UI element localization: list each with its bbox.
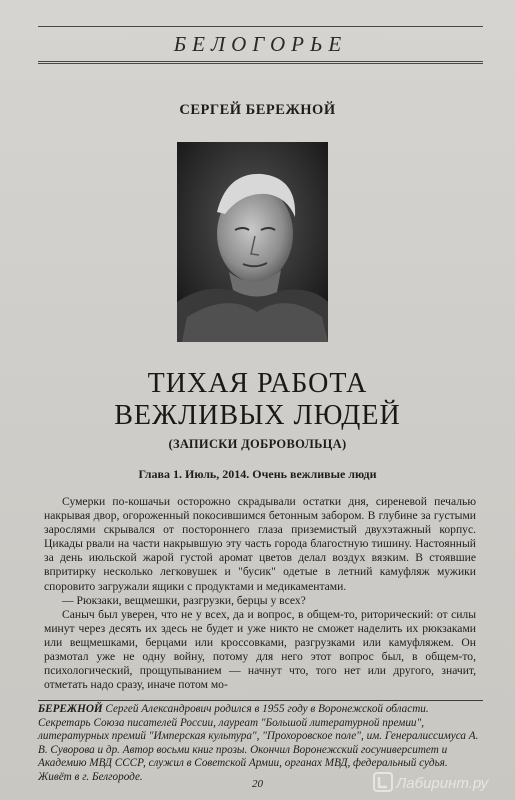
page-number: 20: [252, 778, 263, 790]
article-title-line-1: ТИХАЯ РАБОТА: [147, 368, 368, 399]
body-text: [44, 495, 476, 692]
article-title: [0, 368, 515, 432]
bio-text: Сергей Александрович родился в 1955 году в Воронежской области. Секретарь Союза писателей России, лауреат "Большой литературной премии", литературных премий "Имперская культура", "Прохоровское поле", им. Генералиссимуса А. В. Суворова и др. Автор восьми книг прозы. Окончил Воронежский госуниверситет и Академию МВД СССР, служил в Советской Армии, органах МВД, федеральный судья. Живёт в г. Белгороде.: [38, 703, 479, 783]
header-title: БЕЛОГОРЬЕ: [173, 31, 348, 56]
watermark-text: Лабиринт.ру: [396, 775, 489, 792]
author-portrait-icon: [177, 142, 328, 342]
author-heading: СЕРГЕЙ БЕРЕЖНОЙ: [179, 102, 336, 118]
running-header: [38, 26, 483, 64]
labirint-logo-icon: [372, 770, 512, 794]
footnote-divider: [38, 700, 483, 701]
chapter-heading: Глава 1. Июль, 2014. Очень вежливые люди: [138, 467, 377, 481]
author-photo: [177, 142, 328, 342]
paragraph: Саныч был уверен, что не у всех, да и вопрос, в общем-то, риторический: от силы минут через десять их здесь не будет и уже никто не сможет наделить их рюкзаками или вещмешками, берцами или кроссовками, разгрузками или камуфляжем. Он размотал уже не одну войну, потому для него этот вопрос был, в общем-то, психологический, прощупыванием — начнут что, того нет или другого, значит, отметать надо сразу, иначе потом мо-: [44, 607, 476, 692]
paragraph: — Рюкзаки, вещмешки, разгрузки, берцы у всех?: [62, 593, 306, 607]
article-subtitle: (ЗАПИСКИ ДОБРОВОЛЬЦА): [168, 437, 347, 451]
article-title-line-2: ВЕЖЛИВЫХ ЛЮДЕЙ: [114, 400, 401, 431]
paragraph: Сумерки по-кошачьи осторожно скрадывали остатки дня, сиреневой печалью накрывая двор, огороженный покосившимся бетонным забором. В глубине за густыми зарослями скрывался от постороннего глаза приземистый двухэтажный корпус. Цикады рвали на части накрывшую эту часть города благостную тишину. Настоянный за день июльской жарой густой аромат цветов делал воздух вязким. В стоявшие впритирку несколько легковушек и "бусик" одетые в летний камуфляж мужики споровито загружали ящики с продуктами и медикаментами.: [44, 495, 476, 593]
bio-name: БЕРЕЖНОЙ: [38, 703, 103, 715]
